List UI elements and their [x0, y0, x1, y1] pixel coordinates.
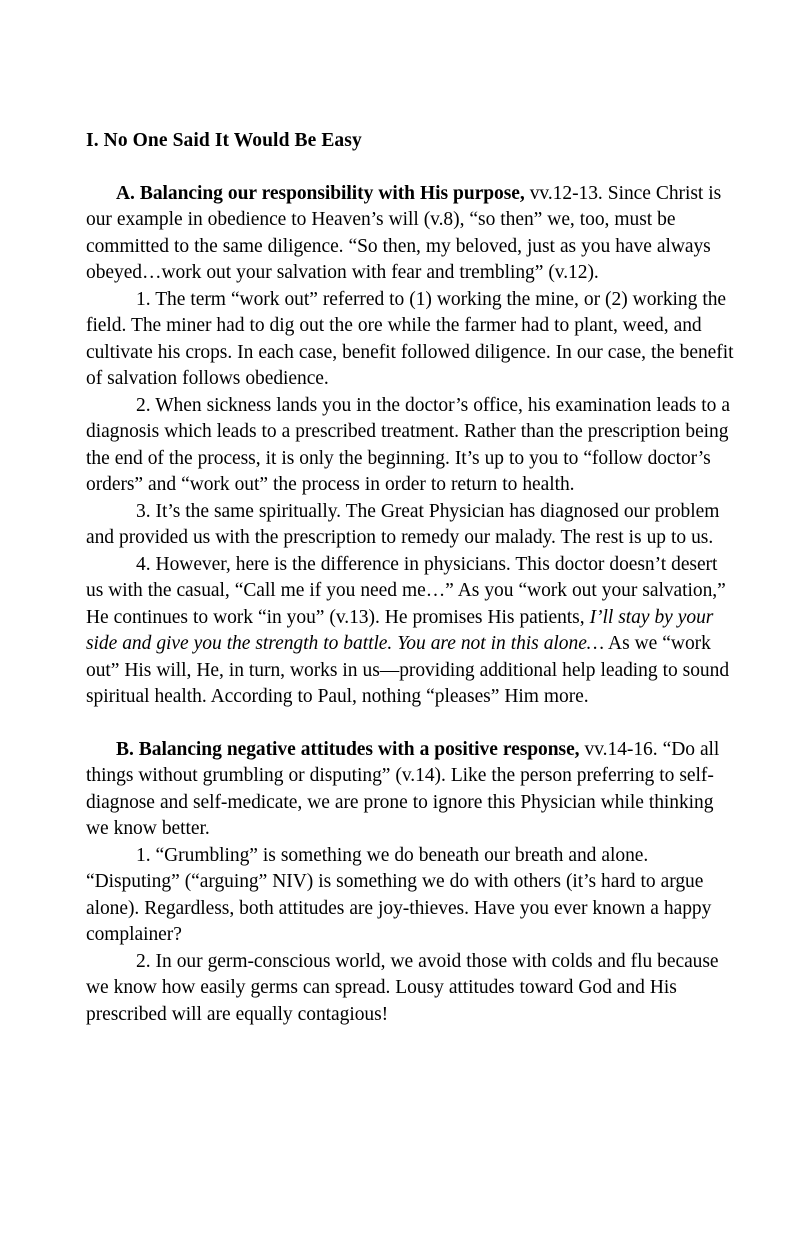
section-a-point-3: 3. It’s the same spiritually. The Great Physician has diagnosed our problem and provided us with the prescription to remedy our malady. The rest is up to us. [86, 500, 720, 548]
section-a-point-2: 2. When sickness lands you in the doctor’s office, his examination leads to a diagnosis which leads to a prescribed treatment. Rather than the prescription being the end of the process, it is only the beginning. It’s up to you to “follow doctor’s orders” and “work out” the process in order to return to health. [86, 394, 730, 495]
section-a-point-4-quote: I’ll stay by your side and give you the strength to battle. You are not in this alone… [86, 606, 714, 654]
document-body [86, 128, 734, 1028]
section-b-heading: B. Balancing negative attitudes with a positive response, [116, 738, 580, 760]
section-a-heading: A. Balancing our responsibility with His purpose, [116, 182, 525, 204]
section-b-point-2: 2. In our germ-conscious world, we avoid those with colds and flu because we know how easily germs can spread. Lousy attitudes toward God and His prescribed will are equally contagious! [86, 950, 719, 1025]
section-a-point-4-text-after: As we “work out” His will, He, in turn, works in us—providing additional help leading to sound spiritual health. According to Paul, nothing “pleases” Him more. [86, 633, 730, 707]
section-a-paragraph [86, 181, 734, 287]
section-a-point-1: 1. The term “work out” referred to (1) working the mine, or (2) working the field. The miner had to dig out the ore while the farmer had to plant, weed, and cultivate his crops. In each case, benefit followed diligence. In our case, the benefit of salvation follows obedience. [86, 288, 734, 389]
section-a-point-4 [86, 552, 734, 711]
section-b-text: vv.14-16. “Do all things without grumbling or disputing” (v.14). Like the person preferring to self-diagnose and self-medicate, we are prone to ignore this Physician while thinking we know better. [86, 738, 720, 839]
section-b-point-1: 1. “Grumbling” is something we do beneath our breath and alone. “Disputing” (“arguing” NIV) is something we do with others (it’s hard to argue alone). Regardless, both attitudes are joy-thieves. Have you ever known a happy complainer? [86, 844, 712, 945]
section-a-point-4-text-before: 4. However, here is the difference in physicians. This doctor doesn’t desert us with the casual, “Call me if you need me…” As you “work out your salvation,” He continues to work “in you” (v.13). He promises His patients, [86, 553, 726, 628]
section-b-paragraph [86, 737, 734, 843]
page-title: I. No One Said It Would Be Easy [86, 130, 362, 151]
section-a-text: vv.12-13. Since Christ is our example in obedience to Heaven’s will (v.8), “so then” we, too, must be committed to the same diligence. “So then, my beloved, just as you have always obeyed…work out your salvation with fear and trembling” (v.12). [86, 182, 722, 283]
